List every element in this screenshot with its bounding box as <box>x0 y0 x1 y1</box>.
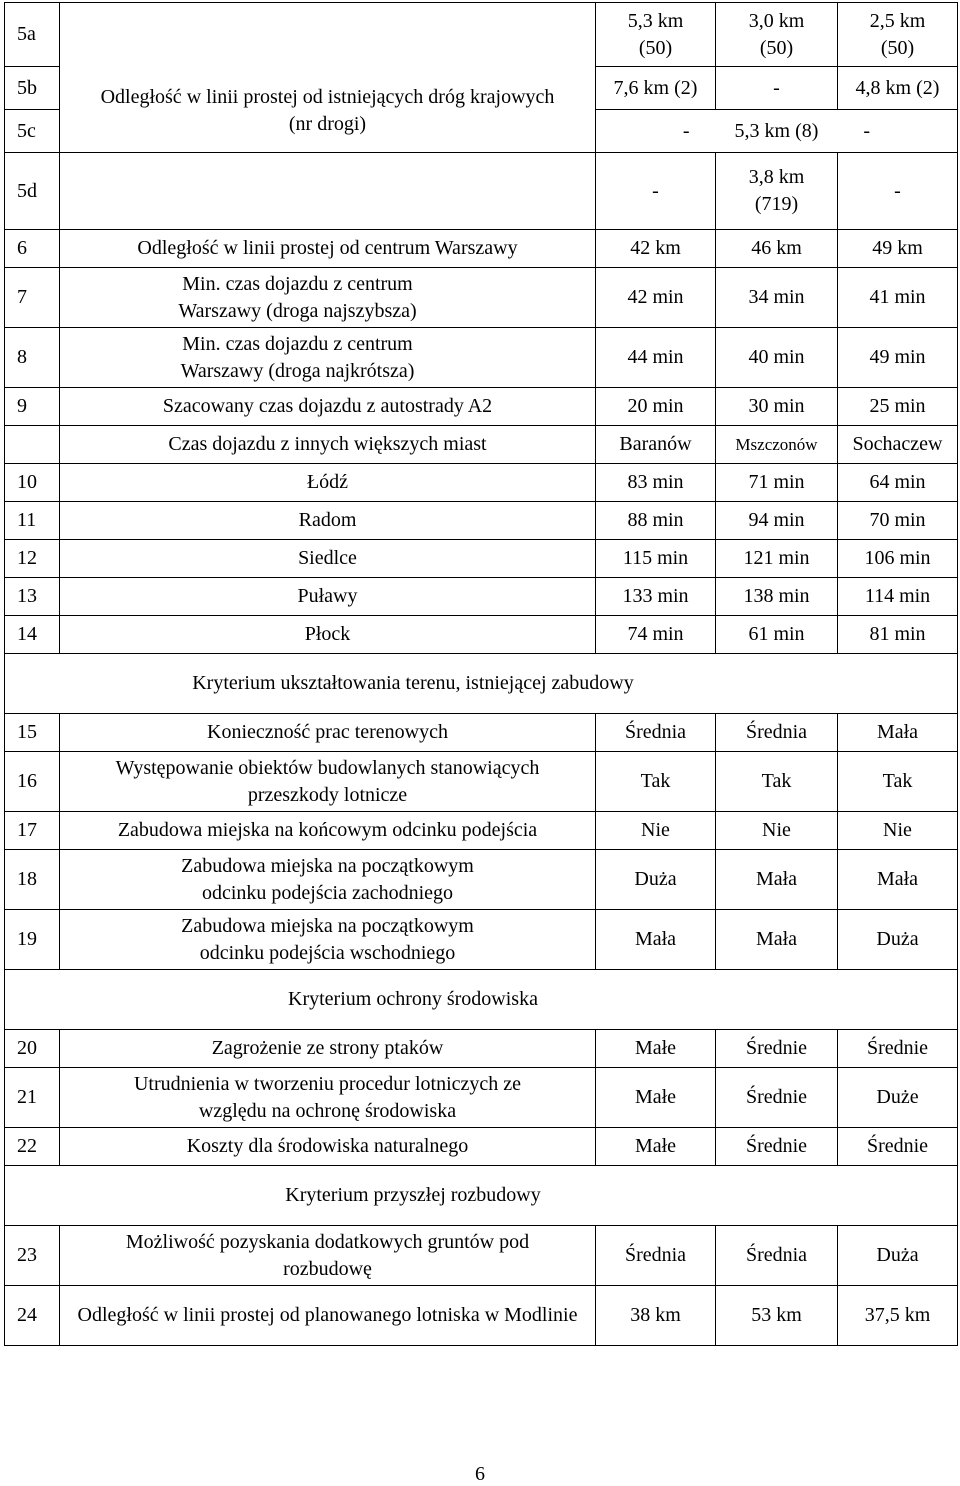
value-cell: - <box>596 153 716 230</box>
value-cell: Średnie <box>838 1030 958 1068</box>
row-number: 8 <box>5 328 60 388</box>
row-number: 5d <box>5 153 60 230</box>
value-cell: Mała <box>838 714 958 752</box>
row-number: 15 <box>5 714 60 752</box>
value-cell: Średnia <box>596 714 716 752</box>
table-row <box>5 268 958 328</box>
value-cell: 115 min <box>596 540 716 578</box>
row-label: Zabudowa miejska na końcowym odcinku podejścia <box>60 812 596 850</box>
value-cell: 5,3 km (50) <box>596 3 716 67</box>
table-row <box>5 1286 958 1346</box>
table-row <box>5 464 958 502</box>
value-cell: 37,5 km <box>838 1286 958 1346</box>
value-cell: 53 km <box>716 1286 838 1346</box>
value-cell: Tak <box>716 752 838 812</box>
row-label: Występowanie obiektów budowlanych stanowiących przeszkody lotnicze <box>60 752 596 812</box>
table-row <box>5 388 958 426</box>
value-cell: Duża <box>838 1226 958 1286</box>
value-cell: Nie <box>838 812 958 850</box>
value-cell: Średnia <box>596 1226 716 1286</box>
table-row <box>5 812 958 850</box>
value-cell: Średnie <box>716 1128 838 1166</box>
table-row <box>5 540 958 578</box>
table-row <box>5 1226 958 1286</box>
table-row <box>5 1030 958 1068</box>
value-cell: 64 min <box>838 464 958 502</box>
section-header-row <box>5 654 958 714</box>
value-cell: Mała <box>716 910 838 970</box>
value-cell: 61 min <box>716 616 838 654</box>
row-label: Konieczność prac terenowych <box>60 714 596 752</box>
value-cell: 25 min <box>838 388 958 426</box>
value-cell: 121 min <box>716 540 838 578</box>
value-cell: Nie <box>716 812 838 850</box>
row-number <box>5 426 60 464</box>
value-cell: Średnie <box>716 1068 838 1128</box>
row-label: Łódź <box>60 464 596 502</box>
table-row <box>5 502 958 540</box>
section-title: Kryterium przyszłej rozbudowy <box>5 1166 958 1226</box>
value-cell: 138 min <box>716 578 838 616</box>
value-cell: 42 km <box>596 230 716 268</box>
row-label: Zabudowa miejska na początkowym odcinku podejścia wschodniego <box>60 910 596 970</box>
column-header: Mszczonów <box>716 426 838 464</box>
row-number: 22 <box>5 1128 60 1166</box>
value-cell: Małe <box>596 1030 716 1068</box>
value-cell: 49 km <box>838 230 958 268</box>
value-cell: 20 min <box>596 388 716 426</box>
row-number: 5a <box>5 3 60 67</box>
row-label: Płock <box>60 616 596 654</box>
row-label: Utrudnienia w tworzeniu procedur lotniczych ze względu na ochronę środowiska <box>60 1068 596 1128</box>
row-number: 10 <box>5 464 60 502</box>
value-cell: 38 km <box>596 1286 716 1346</box>
row-label <box>60 153 596 230</box>
value-cell: Tak <box>596 752 716 812</box>
row-number: 7 <box>5 268 60 328</box>
row-label: Koszty dla środowiska naturalnego <box>60 1128 596 1166</box>
value-cell: 34 min <box>716 268 838 328</box>
value-cell: 94 min <box>716 502 838 540</box>
value-cell: Mała <box>596 910 716 970</box>
value-cell: 74 min <box>596 616 716 654</box>
table-row <box>5 153 958 230</box>
table-header-row <box>5 426 958 464</box>
row-number: 5b <box>5 67 60 110</box>
row-number: 21 <box>5 1068 60 1128</box>
value-cell: Średnie <box>716 1030 838 1068</box>
row-label: Min. czas dojazdu z centrum Warszawy (droga najszybsza) <box>60 268 596 328</box>
value-cell: Duże <box>838 1068 958 1128</box>
value-cell: Małe <box>596 1068 716 1128</box>
value-cell: Mała <box>716 850 838 910</box>
column-header: Sochaczew <box>838 426 958 464</box>
value-cell: 30 min <box>716 388 838 426</box>
row-number: 11 <box>5 502 60 540</box>
value-cell: Duża <box>838 910 958 970</box>
comparison-table <box>4 2 958 1346</box>
section-header-row <box>5 970 958 1030</box>
row-label: Zabudowa miejska na początkowym odcinku podejścia zachodniego <box>60 850 596 910</box>
row-label: Odległość w linii prostej od istniejących dróg krajowych (nr drogi) <box>60 3 596 153</box>
value-cell: 41 min <box>838 268 958 328</box>
row-number: 23 <box>5 1226 60 1286</box>
row-label: Odległość w linii prostej od centrum Warszawy <box>60 230 596 268</box>
value-cell: 4,8 km (2) <box>838 67 958 110</box>
value-cell: 106 min <box>838 540 958 578</box>
value-cell: Duża <box>596 850 716 910</box>
value-cell: 3,8 km (719) <box>716 153 838 230</box>
column-header: Czas dojazdu z innych większych miast <box>60 426 596 464</box>
section-title: Kryterium ochrony środowiska <box>5 970 958 1030</box>
row-number: 17 <box>5 812 60 850</box>
row-number: 12 <box>5 540 60 578</box>
column-header: Baranów <box>596 426 716 464</box>
row-number: 20 <box>5 1030 60 1068</box>
value-cell: Średnie <box>838 1128 958 1166</box>
table-row <box>5 714 958 752</box>
row-number: 18 <box>5 850 60 910</box>
value-cell: 40 min <box>716 328 838 388</box>
row-number: 24 <box>5 1286 60 1346</box>
table-row <box>5 850 958 910</box>
row-label: Min. czas dojazdu z centrum Warszawy (droga najkrótsza) <box>60 328 596 388</box>
value-cell: Małe <box>596 1128 716 1166</box>
row-label: Puławy <box>60 578 596 616</box>
value-cell: Średnia <box>716 1226 838 1286</box>
row-label: Radom <box>60 502 596 540</box>
row-number: 9 <box>5 388 60 426</box>
value-cell: 7,6 km (2) <box>596 67 716 110</box>
table-row <box>5 1068 958 1128</box>
value-cell: 2,5 km (50) <box>838 3 958 67</box>
table-row <box>5 230 958 268</box>
row-label: Siedlce <box>60 540 596 578</box>
table-row <box>5 578 958 616</box>
value-cell: Średnia <box>716 714 838 752</box>
row-label: Odległość w linii prostej od planowanego lotniska w Modlinie <box>60 1286 596 1346</box>
value-cell: 44 min <box>596 328 716 388</box>
value-cell: 114 min <box>838 578 958 616</box>
value-cell: 3,0 km (50) <box>716 3 838 67</box>
section-title: Kryterium ukształtowania terenu, istniejącej zabudowy <box>5 654 958 714</box>
row-number: 6 <box>5 230 60 268</box>
table-row <box>5 3 958 67</box>
value-cell: 42 min <box>596 268 716 328</box>
value-cell: 71 min <box>716 464 838 502</box>
value-cell: 49 min <box>838 328 958 388</box>
table-row <box>5 616 958 654</box>
value-cell: 88 min <box>596 502 716 540</box>
value-cell: - 5,3 km (8) - <box>596 110 958 153</box>
table-row <box>5 752 958 812</box>
value-cell: 46 km <box>716 230 838 268</box>
value-cell: 81 min <box>838 616 958 654</box>
value-cell: Tak <box>838 752 958 812</box>
value-cell: Nie <box>596 812 716 850</box>
row-number: 5c <box>5 110 60 153</box>
value-cell: - <box>838 153 958 230</box>
value-cell: 83 min <box>596 464 716 502</box>
value-cell: Mała <box>838 850 958 910</box>
row-number: 19 <box>5 910 60 970</box>
value-cell: 70 min <box>838 502 958 540</box>
row-number: 16 <box>5 752 60 812</box>
page-number: 6 <box>475 1463 485 1485</box>
row-label: Możliwość pozyskania dodatkowych gruntów pod rozbudowę <box>60 1226 596 1286</box>
row-label: Zagrożenie ze strony ptaków <box>60 1030 596 1068</box>
row-label: Szacowany czas dojazdu z autostrady A2 <box>60 388 596 426</box>
table-row <box>5 910 958 970</box>
section-header-row <box>5 1166 958 1226</box>
table-row <box>5 1128 958 1166</box>
row-number: 13 <box>5 578 60 616</box>
value-cell: 133 min <box>596 578 716 616</box>
table-row <box>5 328 958 388</box>
row-number: 14 <box>5 616 60 654</box>
value-cell: - <box>716 67 838 110</box>
